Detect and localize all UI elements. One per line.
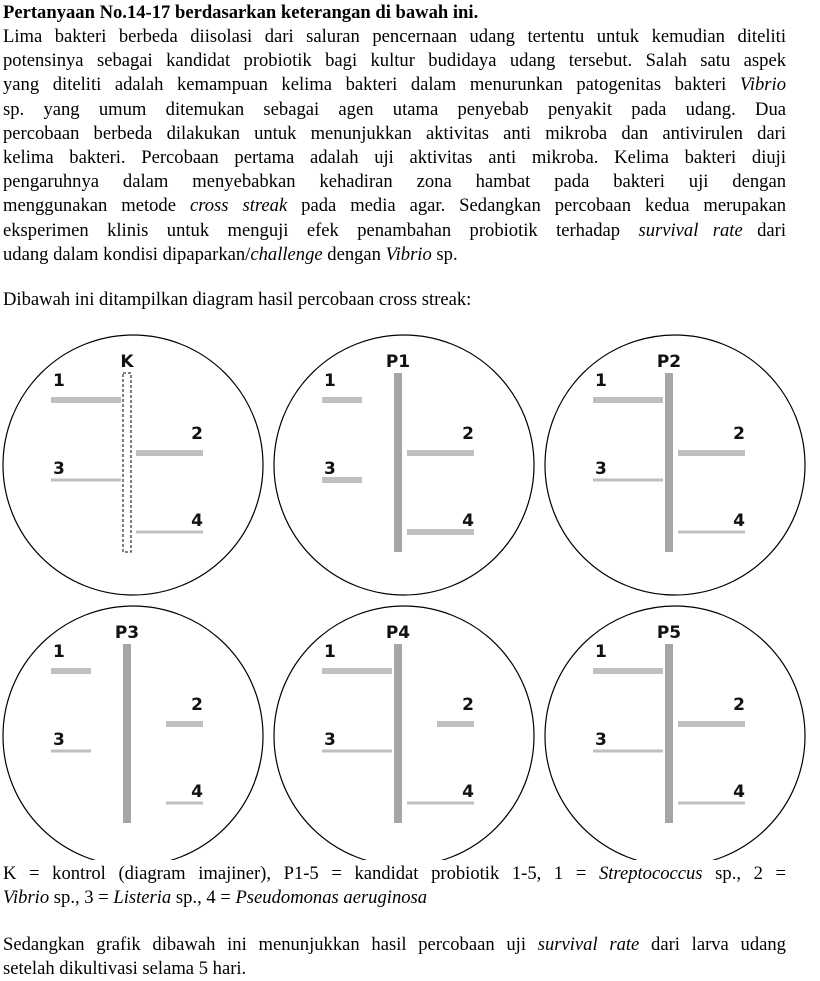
closing-line: Sedangkan grafik dibawah ini menunjukkan hasil percobaan uji survival rate dari larva udang [3,934,786,955]
streak-label-4: 4 [462,782,474,802]
streak-label-3: 3 [595,730,607,750]
plate-p4 [274,606,534,860]
diagram-intro: Dibawah ini ditampilkan diagram hasil percobaan cross streak: [3,289,472,310]
plate-label: P5 [656,623,682,643]
streak-label-4: 4 [191,511,203,531]
question-title: Pertanyaan No.14-17 berdasarkan keterangan di bawah ini. [3,2,479,23]
legend-paragraph [3,862,786,910]
test-streak-2 [136,450,203,456]
plate-p3 [3,606,263,860]
plate-label: K [120,352,134,372]
streak-label-4: 4 [462,511,474,531]
streak-label-4: 4 [733,782,745,802]
petri-dish-outline [274,606,534,860]
test-streak-2 [678,450,745,456]
legend-line: K = kontrol (diagram imajiner), P1-5 = kandidat probiotik 1-5, 1 = Streptococcus sp., 2 = [3,863,787,884]
intro-line: menggunakan metode cross streak pada media agar. Sedangkan percobaan kedua merupakan [3,195,786,217]
streak-label-2: 2 [733,424,745,444]
closing-line: setelah dikultivasi selama 5 hari. [3,958,247,980]
test-streak-1 [51,668,91,674]
intro-line: sp. yang umum ditemukan sebagai agen utama penyebab penyakit pada udang. Dua [3,98,786,120]
intro-line: eksperimen klinis untuk menguji efek penambahan probiotik terhadap survival rate dari [3,219,786,241]
plate-label: P3 [114,623,140,643]
streak-label-3: 3 [53,730,65,750]
streak-label-4: 4 [733,511,745,531]
plate-p1 [274,335,534,595]
intro-line: pengaruhnya dalam menyebabkan kehadiran zona hambat pada bakteri uji dengan [3,171,786,193]
streak-label-2: 2 [733,695,745,715]
intro-line: kelima bakteri. Percobaan pertama adalah uji aktivitas anti mikroba. Kelima bakteri diuji [3,146,786,168]
control-streak [123,373,131,552]
streak-label-4: 4 [191,782,203,802]
test-streak-1 [593,668,663,674]
test-streak-2 [407,450,474,456]
cross-streak-diagram [0,330,820,860]
intro-line: potensinya sebagai kandidat probiotik bagi kultur budidaya udang tersebut. Salah satu aspek [3,50,786,72]
test-streak-1 [322,397,362,403]
petri-dish-outline [545,335,805,595]
probiotic-streak [665,644,673,823]
streak-label-1: 1 [53,371,65,391]
streak-label-2: 2 [462,424,474,444]
intro-line: Lima bakteri berbeda diisolasi dari saluran pencernaan udang tertentu untuk kemudian diteliti [3,26,786,47]
streak-label-1: 1 [324,371,336,391]
probiotic-streak [665,373,673,552]
streak-label-3: 3 [324,459,336,479]
plate-label: P2 [656,352,682,372]
probiotic-streak [394,644,402,823]
plate-k [3,335,263,595]
intro-line: percobaan berbeda dilakukan untuk menunjukkan aktivitas anti mikroba dan antivirulen dari [3,122,786,144]
petri-dish-outline [274,335,534,595]
petri-dish-outline [545,606,805,860]
petri-dish-outline [3,606,263,860]
streak-label-1: 1 [595,642,607,662]
probiotic-streak [123,644,131,823]
streak-label-1: 1 [324,642,336,662]
closing-paragraph [3,933,786,981]
streak-label-3: 3 [595,459,607,479]
streak-label-2: 2 [462,695,474,715]
streak-label-1: 1 [53,642,65,662]
legend-line: Vibrio sp., 3 = Listeria sp., 4 = Pseudomonas aeruginosa [3,887,428,909]
streak-label-3: 3 [53,459,65,479]
plate-p5 [545,606,805,860]
test-streak-1 [322,668,392,674]
streak-label-2: 2 [191,424,203,444]
test-streak-1 [51,397,121,403]
petri-dish-outline [3,335,263,595]
plate-p2 [545,335,805,595]
test-streak-2 [437,721,474,727]
probiotic-streak [394,373,402,552]
test-streak-2 [166,721,203,727]
intro-line: udang dalam kondisi dipaparkan/challenge dengan Vibrio sp. [3,243,458,265]
plate-label: P1 [385,352,411,372]
test-streak-1 [593,397,663,403]
test-streak-2 [678,721,745,727]
streak-label-3: 3 [324,730,336,750]
intro-paragraph [3,25,786,267]
streak-label-1: 1 [595,371,607,391]
intro-line: yang diteliti adalah kemampuan kelima bakteri dalam menurunkan patogenitas bakteri Vibrio [3,74,786,96]
streak-label-2: 2 [191,695,203,715]
plate-label: P4 [385,623,411,643]
